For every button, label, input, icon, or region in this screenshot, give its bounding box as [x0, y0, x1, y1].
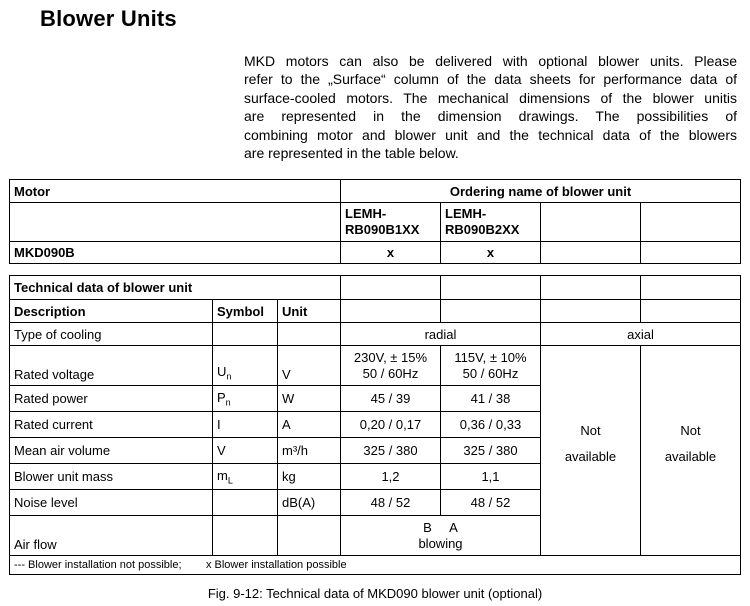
- row-unit: dB(A): [278, 490, 341, 516]
- row-symbol: [213, 346, 278, 386]
- axial-b3-not-available: [541, 346, 641, 556]
- value-b1: 45 / 39: [341, 386, 441, 412]
- value-b2: 325 / 380: [441, 438, 541, 464]
- empty-cell: [641, 276, 741, 300]
- empty-cell: [541, 242, 641, 264]
- row-unit: kg: [278, 464, 341, 490]
- figure-caption: Fig. 9-12: Technical data of MKD090 blower unit (optional): [207, 586, 543, 601]
- row-symbol: [213, 386, 278, 412]
- value-b1: 0,20 / 0,17: [341, 412, 441, 438]
- empty-cell: [541, 203, 641, 242]
- header-unit: Unit: [278, 300, 341, 323]
- empty-cell: [441, 276, 541, 300]
- value-b2: [441, 346, 541, 386]
- axial-b4-not-available: [641, 346, 741, 556]
- row-symbol: [213, 464, 278, 490]
- row-unit: A: [278, 412, 341, 438]
- blower-name-1: [341, 203, 441, 242]
- empty-cell: [213, 323, 278, 346]
- row-label: Air flow: [10, 516, 213, 556]
- blower-name-2-line1: LEMH-: [445, 206, 487, 221]
- intro-line: MKD motors can also be delivered with optional blower units. Please: [244, 53, 737, 69]
- intro-line: are represented in the dimension drawings. The possibilities of: [244, 108, 737, 125]
- motor-name: MKD090B: [10, 242, 341, 264]
- symbol-subscript: n: [225, 397, 231, 408]
- value-b1: 48 / 52: [341, 490, 441, 516]
- cooling-axial: axial: [541, 323, 741, 346]
- intro-line: combining motor and blower unit and the technical data of the blowers: [244, 126, 737, 143]
- row-label: Noise level: [10, 490, 213, 516]
- empty-cell: [641, 300, 741, 323]
- blower-name-1-line2: RB090B1XX: [345, 222, 420, 237]
- row-symbol: [213, 490, 278, 516]
- symbol-subscript: L: [227, 475, 233, 486]
- value-b2: 41 / 38: [441, 386, 541, 412]
- intro-paragraph: [244, 52, 737, 162]
- row-unit: W: [278, 386, 341, 412]
- row-label: Blower unit mass: [10, 464, 213, 490]
- empty-cell: [278, 323, 341, 346]
- row-label: Mean air volume: [10, 438, 213, 464]
- value-line: 230V, ± 15%: [353, 349, 428, 365]
- value-line: 115V, ± 10%: [454, 349, 527, 365]
- row-unit: V: [278, 346, 341, 386]
- motor-header: Motor: [10, 180, 341, 203]
- header-description: Description: [10, 300, 213, 323]
- symbol-text: U: [217, 364, 227, 380]
- symbol-text: P: [217, 389, 226, 405]
- value-b1: 1,2: [341, 464, 441, 490]
- symbol-text: V: [217, 443, 226, 458]
- row-label: Rated voltage: [10, 346, 213, 386]
- empty-cell: [641, 203, 741, 242]
- empty-cell: [641, 242, 741, 264]
- symbol-subscript: n: [226, 372, 232, 382]
- mark-cell: x: [441, 242, 541, 264]
- row-unit: [278, 516, 341, 556]
- header-symbol: Symbol: [213, 300, 278, 323]
- empty-cell: [341, 276, 441, 300]
- cooling-label: Type of cooling: [10, 323, 213, 346]
- empty-cell: [441, 300, 541, 323]
- not-available-line: available: [564, 448, 617, 464]
- row-label: Rated power: [10, 386, 213, 412]
- ordering-table: [9, 179, 741, 264]
- symbol-text: I: [217, 417, 221, 432]
- value-b2: 1,1: [441, 464, 541, 490]
- row-symbol: [213, 412, 278, 438]
- not-available-line: Not: [680, 422, 701, 438]
- value-line: 50 / 60Hz: [362, 365, 419, 381]
- intro-line: refer to the „Surface“ column of the data sheets for performance data of: [244, 71, 737, 88]
- value-b2: 48 / 52: [441, 490, 541, 516]
- row-symbol: [213, 438, 278, 464]
- row-unit: m³/h: [278, 438, 341, 464]
- air-flow-text: blowing: [418, 535, 463, 551]
- symbol-text: m: [217, 467, 228, 483]
- ordering-header: Ordering name of blower unit: [341, 180, 741, 203]
- value-b2: 0,36 / 0,33: [441, 412, 541, 438]
- empty-cell: [10, 203, 341, 242]
- empty-cell: [341, 300, 441, 323]
- row-label: Rated current: [10, 412, 213, 438]
- row-symbol: [213, 516, 278, 556]
- air-flow-letters: B A: [423, 519, 458, 535]
- empty-cell: [541, 300, 641, 323]
- section-title: Technical data of blower unit: [10, 276, 341, 300]
- value-b1: [341, 346, 441, 386]
- intro-line: are represented in the table below.: [244, 145, 459, 162]
- empty-cell: [541, 276, 641, 300]
- blower-name-2: [441, 203, 541, 242]
- blower-name-2-line2: RB090B2XX: [445, 222, 520, 237]
- not-available-line: Not: [580, 422, 601, 438]
- blower-name-1-line1: LEMH-: [345, 206, 387, 221]
- legend-note: --- Blower installation not possible; x Blower installation possible: [10, 556, 741, 575]
- cooling-radial: radial: [341, 323, 541, 346]
- not-available-line: available: [664, 448, 717, 464]
- value-line: 50 / 60Hz: [462, 365, 519, 381]
- mark-cell: x: [341, 242, 441, 264]
- value-b1: 325 / 380: [341, 438, 441, 464]
- page-title: Blower Units: [40, 6, 177, 31]
- air-flow-value: [341, 516, 541, 556]
- tech-data-table: [9, 275, 741, 575]
- intro-line: surface-cooled motors. The mechanical dimensions of the blower unitis: [244, 89, 737, 106]
